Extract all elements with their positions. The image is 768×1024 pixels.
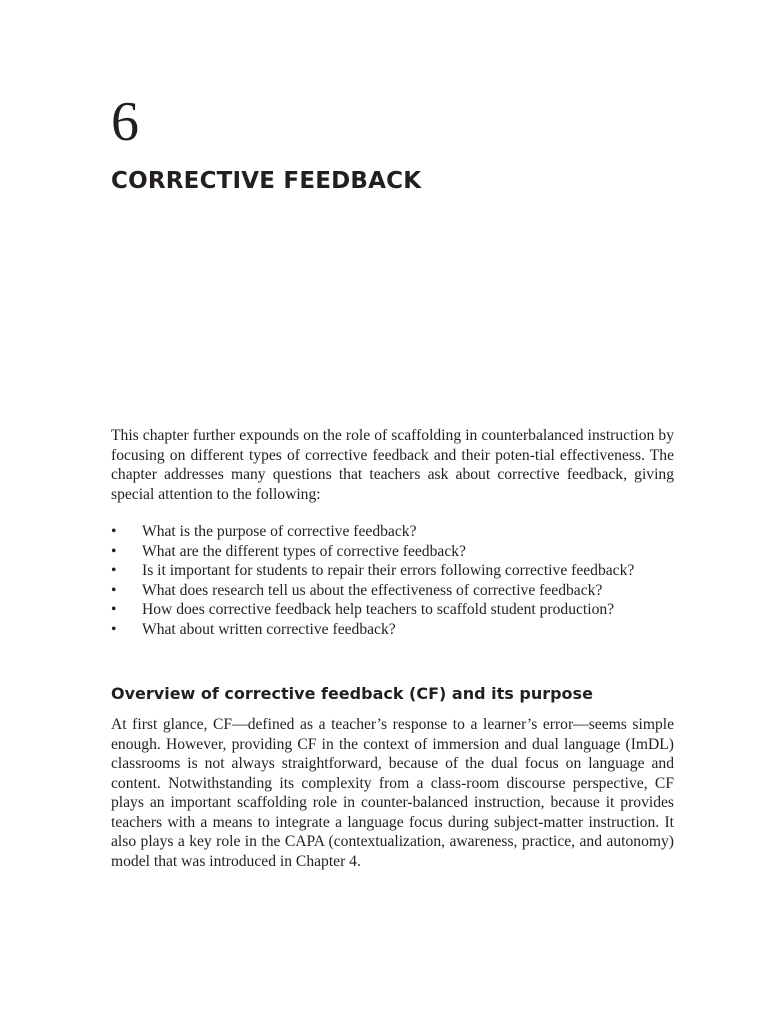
list-item	[111, 620, 674, 640]
list-item	[111, 522, 674, 542]
chapter-title: CORRECTIVE FEEDBACK	[111, 168, 422, 194]
list-item-text: What is the purpose of corrective feedback?	[142, 523, 417, 540]
chapter-number: 6	[111, 91, 139, 153]
bullet-icon: •	[111, 620, 117, 638]
list-item-text: How does corrective feedback help teachers to scaffold student production?	[142, 601, 615, 618]
bullet-icon: •	[111, 581, 117, 599]
question-list	[111, 522, 674, 639]
list-item-text: What about written corrective feedback?	[142, 620, 396, 638]
section-heading: Overview of corrective feedback (CF) and its purpose	[111, 684, 593, 703]
bullet-icon: •	[111, 523, 117, 540]
bullet-icon: •	[111, 601, 117, 618]
intro-paragraph: This chapter further expounds on the role of scaffolding in counterbalanced instruction by focusing on different types of corrective feedback and their poten-tial effectiveness. The chapter addresses many questions that teachers ask about corrective feedback, giving special attention to the following:	[111, 427, 674, 503]
list-item	[111, 561, 674, 581]
bullet-icon: •	[111, 562, 117, 579]
list-item-text: Is it important for students to repair their errors following corrective feedback?	[142, 562, 635, 579]
section-paragraph: At first glance, CF—defined as a teacher’s response to a learner’s error—seems simple enough. However, providing CF in the context of immersion and dual language (ImDL) classrooms is not always straightforward, because of the dual focus on language and content. Notwithstanding its complexity from a class-room discourse perspective, CF plays an important scaffolding role in counter-balanced instruction, because it provides teachers with a means to integrate a language focus during subject-matter instruction. It also plays a key role in the CAPA (contextualization, awareness, practice, and autonomy) model that was introduced in Chapter 4.	[111, 716, 674, 870]
list-item	[111, 600, 674, 620]
bullet-icon: •	[111, 542, 117, 560]
list-item-text: What are the different types of corrective feedback?	[142, 542, 466, 560]
list-item-text: What does research tell us about the effectiveness of corrective feedback?	[142, 581, 603, 599]
list-item	[111, 581, 674, 601]
list-item	[111, 542, 674, 562]
